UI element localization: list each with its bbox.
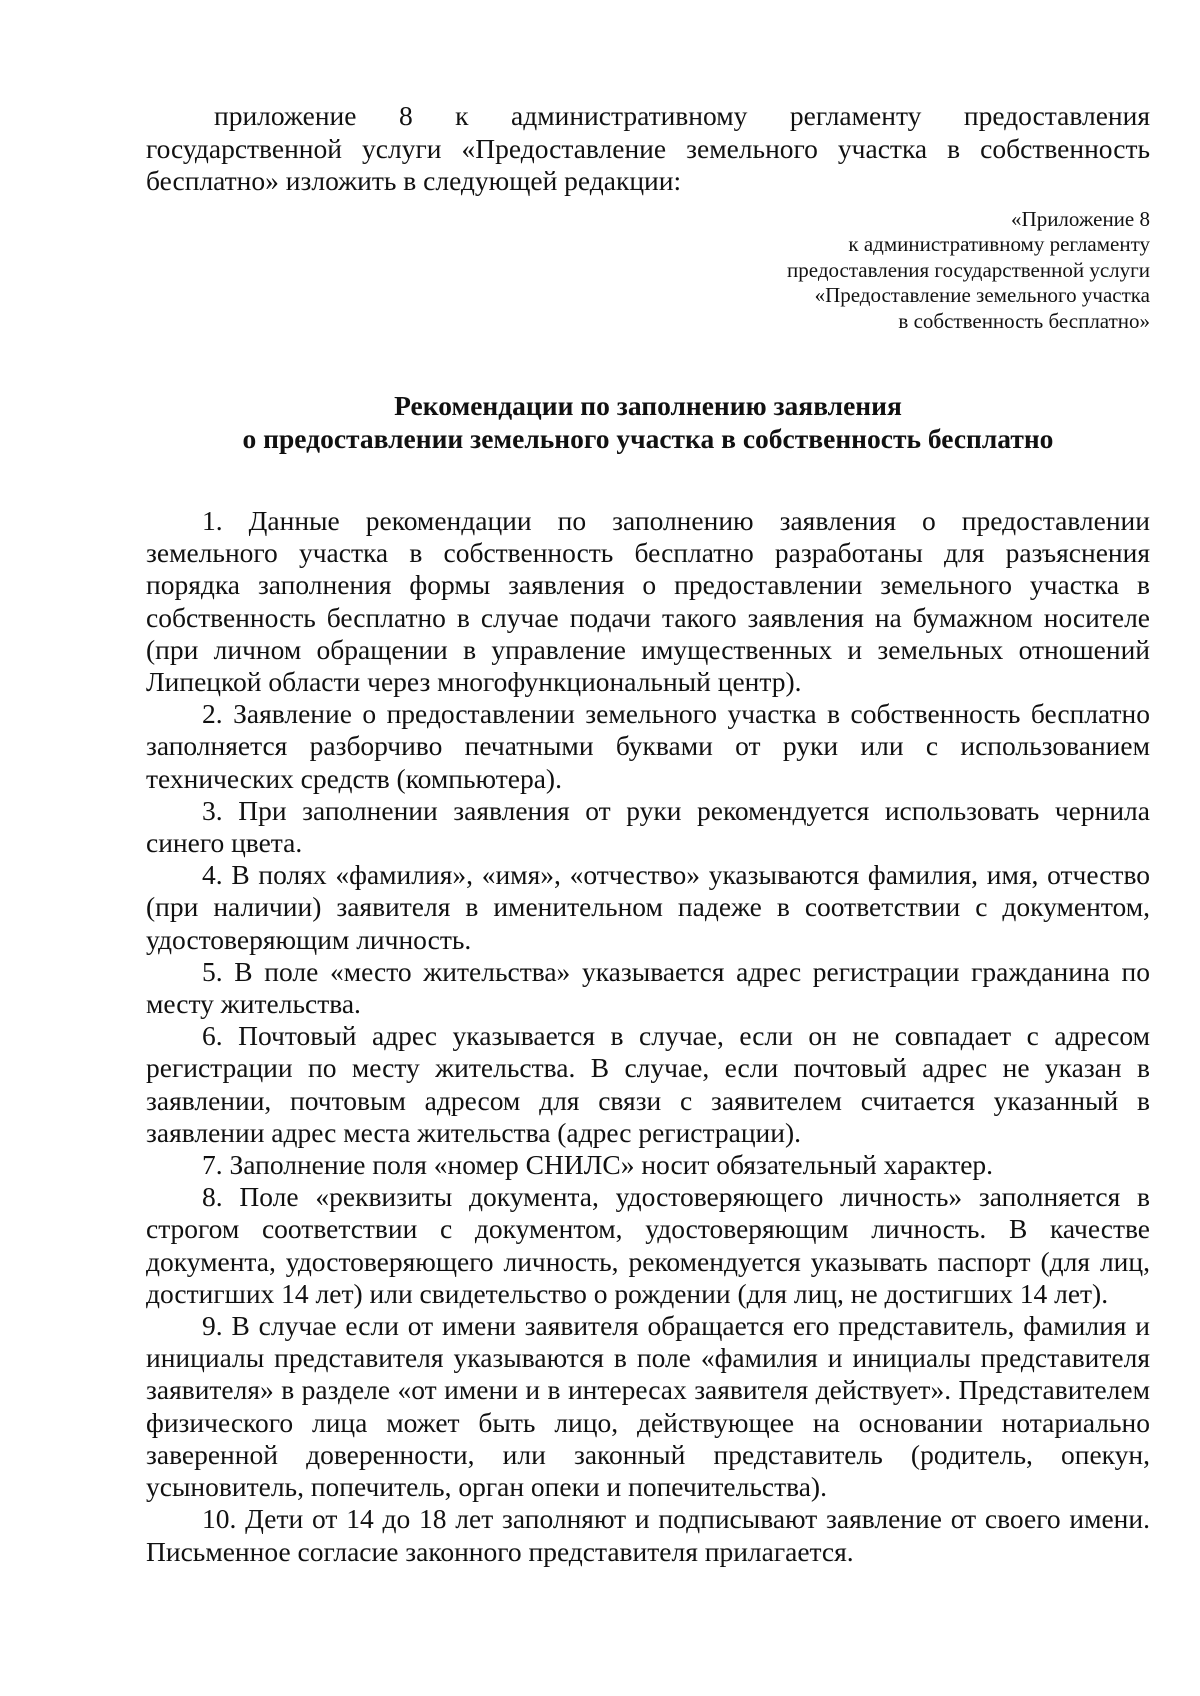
document-title — [146, 390, 1150, 455]
appendix-line: «Предоставление земельного участка — [814, 283, 1150, 307]
intro-paragraph: приложение 8 к административному регламенту предоставления государственной услуги «Предоставление земельного участка в собственность бесплатно» изложить в следующей редакции: — [146, 100, 1150, 196]
recommendation-item: 8. Поле «реквизиты документа, удостоверяющего личность» заполняется в строгом соответствии с документом, удостоверяющим личность. В качестве документа, удостоверяющего личность, рекомендуется указывать паспорт (для лиц, достигших 14 лет) или свидетельство о рождении (для лиц, не достигших 14 лет). — [146, 1181, 1150, 1309]
appendix-line: в собственность бесплатно» — [898, 308, 1150, 333]
document-page — [146, 100, 1150, 1568]
recommendation-item: 7. Заполнение поля «номер СНИЛС» носит обязательный характер. — [202, 1149, 994, 1181]
recommendation-item: 5. В поле «место жительства» указывается адрес регистрации гражданина по месту жительства. — [146, 955, 1150, 1020]
appendix-line: предоставления государственной услуги — [787, 257, 1150, 282]
recommendation-list — [146, 505, 1150, 1568]
recommendation-item: 6. Почтовый адрес указывается в случае, если он не совпадает с адресом регистрации по месту жительства. В случае, если почтовый адрес не указан в заявлении, почтовым адресом для связи с заявителем считается указанный в заявлении адрес места жительства (адрес регистрации). — [146, 1020, 1150, 1148]
recommendation-item: 2. Заявление о предоставлении земельного участка в собственность бесплатно заполняется разборчиво печатными буквами от руки или с использованием технических средств (компьютера). — [146, 698, 1150, 794]
recommendation-item: 3. При заполнении заявления от руки рекомендуется использовать чернила синего цвета. — [146, 794, 1150, 859]
appendix-caption — [146, 207, 1150, 335]
appendix-line: к административному регламенту — [848, 232, 1150, 256]
appendix-line: «Приложение 8 — [1011, 206, 1150, 231]
recommendation-item: 4. В полях «фамилия», «имя», «отчество» указываются фамилия, имя, отчество (при наличии) заявителя в именительном падеже в соответствии с документом, удостоверяющим личность. — [146, 859, 1150, 955]
title-line: Рекомендации по заполнению заявления — [394, 390, 902, 421]
recommendation-item: 9. В случае если от имени заявителя обращается его представитель, фамилия и инициалы представителя указываются в поле «фамилия и инициалы представителя заявителя» в разделе «от имени и в интересах заявителя действует». Представителем физического лица может быть лицо, действующее на основании нотариально заверенной доверенности, или законный представитель (родитель, опекун, усыновитель, попечитель, орган опеки и попечительства). — [146, 1310, 1150, 1503]
recommendation-item: 10. Дети от 14 до 18 лет заполняют и подписывают заявление от своего имени. Письменное согласие законного представителя прилагается. — [146, 1503, 1150, 1567]
recommendation-item: 1. Данные рекомендации по заполнению заявления о предоставлении земельного участка в собственность бесплатно разработаны для разъяснения порядка заполнения формы заявления о предоставлении земельного участка в собственность бесплатно в случае подачи такого заявления на бумажном носителе (при личном обращении в управление имущественных и земельных отношений Липецкой области через многофункциональный центр). — [146, 505, 1150, 698]
title-line: о предоставлении земельного участка в собственность бесплатно — [242, 422, 1054, 454]
